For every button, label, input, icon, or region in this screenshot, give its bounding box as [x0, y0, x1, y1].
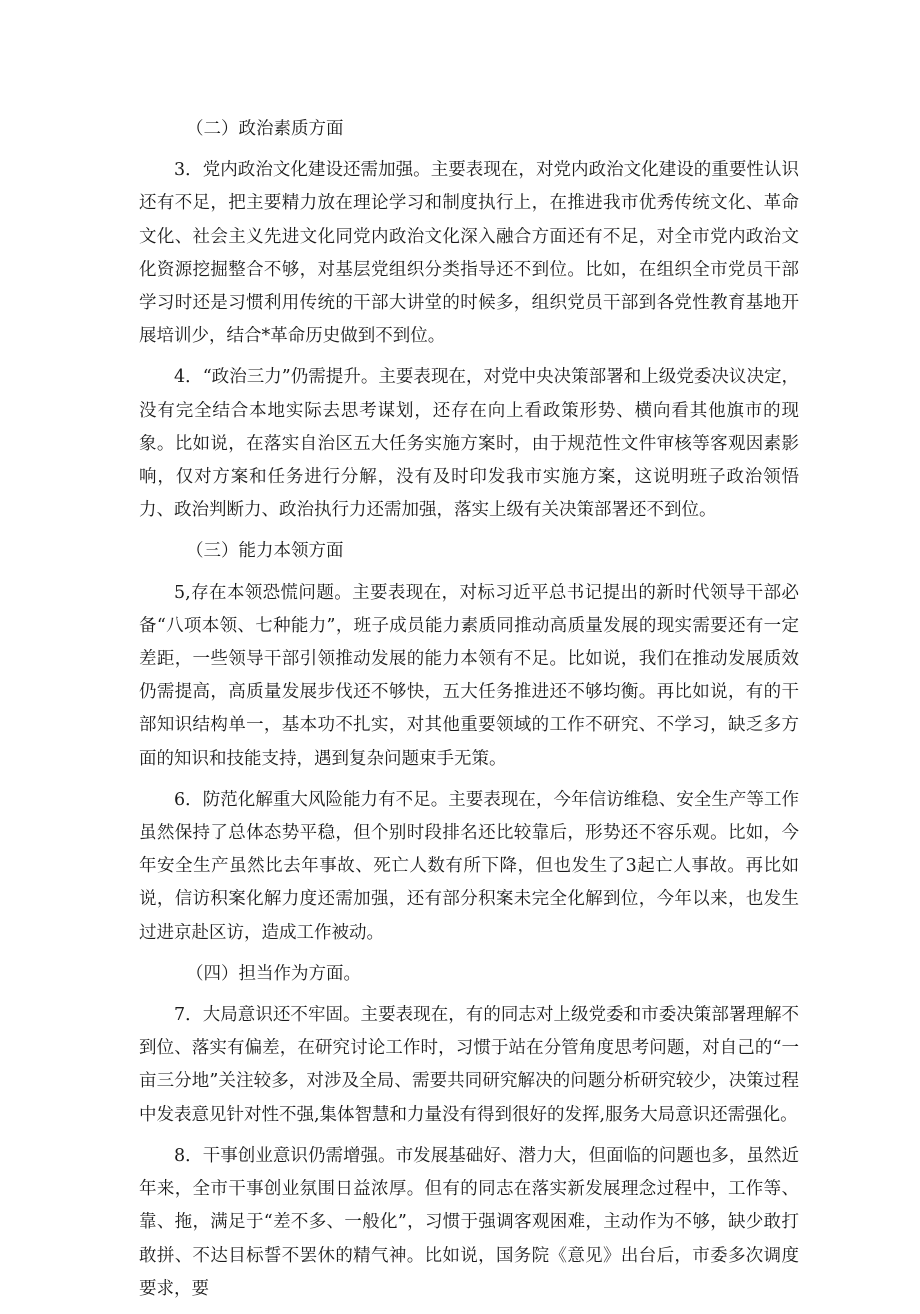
paragraph-7-big-picture: 7．大局意识还不牢固。主要表现在，有的同志对上级党委和市委决策部署理解不到位、落实有偏差，在研究讨论工作时，习惯于站在分管角度思考问题，对自己的“一亩三分地”关注较多，对涉及全局、需要共同研究解决的问题分析研究较少，决策过程中发表意见针对性不强,集体智慧和力量没有得到很好的发挥,服务大局意识还需强化。: [139, 1005, 799, 1125]
section-heading-ability: （三）能力本领方面: [186, 541, 344, 562]
paragraph-4-political-capacity: 4．“政治三力”仍需提升。主要表现在，对党中央决策部署和上级党委决议决定，没有完全结合本地实际去思考谋划，还存在向上看政策形势、横向看其他旗市的现象。比如说，在落实自治区五大任务实施方案时，由于规范性文件审核等客观因素影响，仅对方案和任务进行分解，没有及时印发我市实施方案，这说明班子政治领悟力、政治判断力、政治执行力还需加强，落实上级有关决策部署还不到位。: [139, 367, 799, 521]
section-heading-responsibility: （四）担当作为方面。: [186, 963, 361, 984]
section-heading-political-quality: （二）政治素质方面: [186, 119, 344, 139]
paragraph-6-risk-prevention: 6．防范化解重大风险能力有不足。主要表现在，今年信访维稳、安全生产等工作虽然保持了总体态势平稳，但个别时段排名还比较靠后，形势还不容乐观。比如，今年安全生产虽然比去年事故、死亡人数有所下降，但也发生了3起亡人事故。再比如说，信访积案化解力度还需加强，还有部分积案未完全化解到位，今年以来，也发生过进京赴区访，造成工作被动。: [139, 789, 799, 943]
paragraph-8-entrepreneurship: 8．干事创业意识仍需增强。市发展基础好、潜力大，但面临的问题也多，虽然近年来，全市干事创业氛围日益浓厚。但有的同志在落实新发展理念过程中，工作等、靠、拖，满足于“差不多、一般化”，习惯于强调客观困难，主动作为不够，缺少敢打敢拼、不达目标誓不罢休的精气神。比如说，国务院《意见》出台后，市委多次调度要求，要: [139, 1145, 799, 1299]
paragraph-3-political-culture: 3．党内政治文化建设还需加强。主要表现在，对党内政治文化建设的重要性认识还有不足，把主要精力放在理论学习和制度执行上，在推进我市优秀传统文化、革命文化、社会主义先进文化同党内政治文化深入融合方面还有不足，对全市党内政治文化资源挖掘整合不够，对基层党组织分类指导还不到位。比如，在组织全市党员干部学习时还是习惯利用传统的干部大讲堂的时候多，组织党员干部到各党性教育基地开展培训少，结合*革命历史做到不到位。: [139, 160, 799, 347]
document-body: [139, 113, 799, 1314]
paragraph-5-skill-panic: 5,存在本领恐慌问题。主要表现在，对标习近平总书记提出的新时代领导干部必备“八项本领、七种能力”，班子成员能力素质同推动高质量发展的现实需要还有一定差距，一些领导干部引领推动发展的能力本领有不足。比如说，我们在推动发展质效仍需提高，高质量发展步伐还不够快，五大任务推进还不够均衡。再比如说，有的干部知识结构单一，基本功不扎实，对其他重要领域的工作不研究、不学习，缺乏多方面的知识和技能支持，遇到复杂问题束手无策。: [139, 582, 799, 769]
